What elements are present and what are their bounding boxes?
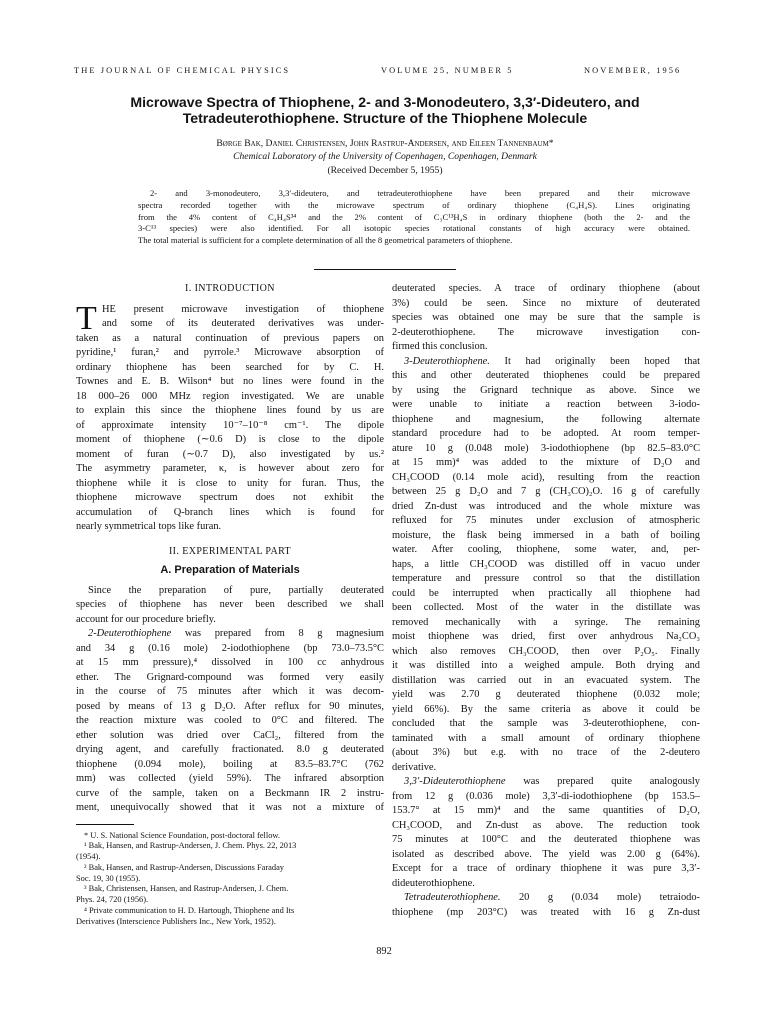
footnote: ¹ Bak, Hansen, and Rastrup-Andersen, J. Chem. Phys. 22, 2013 <box>84 841 297 851</box>
title-line-1: Microwave Spectra of Thiophene, 2- and 3-Monodeutero, 3,3′-Dideutero, and <box>130 94 640 110</box>
body-line: species was obtained one may be sure that the sample is <box>392 312 700 323</box>
body-line: ature 10 g (0.048 mole) 3-iodothiophene (bp 82.5–83.0°C <box>392 442 700 454</box>
body-line: dideuterothiophene. <box>392 877 475 889</box>
footnote: Derivatives (Interscience Publishers Inc., New York, 1952). <box>76 916 276 926</box>
run-in-heading-3-deuterothiophene: 3-Deuterothiophene. <box>404 355 490 367</box>
body-line: temperature and pressure control so that the distillation <box>392 573 700 584</box>
affiliation: Chemical Laboratory of the University of Copenhagen, Copenhagen, Denmark <box>233 151 537 162</box>
body-line: Except for a trace of ordinary thiophene it was pure 3,3′- <box>392 863 700 874</box>
body-line: moment of furan (∼0.7 D), also investigated by us.² <box>76 448 384 460</box>
abstract-line: spectra recorded together with the microwave spectrum of ordinary thiophene (C₄H₄S). Lines originating <box>138 199 690 210</box>
body-line: derivative. <box>392 761 437 773</box>
body-line: in the course of 75 minutes after which it was decom- <box>76 686 384 697</box>
body-line: moment of thiophene (∼0.6 D) is close to the dipole <box>76 434 384 445</box>
abstract-line: 2- and 3-monodeutero, 3,3′-dideutero, and tetradeuterothiophene have been prepared and their microwave <box>150 188 690 198</box>
left-column <box>76 282 384 928</box>
body-line: ether. The Grignard-compound was formed very easily <box>76 671 384 683</box>
body-line: 3%) could be seen. Since no mixture of deuterated <box>392 297 700 309</box>
author-list: Børge Bak, Daniel Christensen, John Rastrup-Andersen, and Eileen Tannenbaum* <box>216 138 554 149</box>
right-column <box>392 282 700 920</box>
body-line: thiophene microwave spectrum does not exhibit the <box>76 492 384 503</box>
section-heading-introduction: I. INTRODUCTION <box>185 283 275 294</box>
body-line: from 12 g (0.036 mole) 3,3′-di-iodothiophene (bp 153.5– <box>392 790 700 802</box>
body-line: HE present microwave investigation of thiophene <box>102 303 384 315</box>
body-line: this and other deuterated thiophenes could be prepared <box>392 370 700 381</box>
body-line: which also removes CH₃COOD, then over P₂O₅. Finally <box>392 645 700 657</box>
body-line: standard procedure had to be adopted. At room temper- <box>392 428 700 439</box>
body-line: posed by means of 13 g D₂O. After reflux for 90 minutes, <box>76 700 384 712</box>
run-in-heading-dideuterothiophene: 3,3′-Dideuterothiophene <box>404 776 506 787</box>
footnote: (1954). <box>76 852 101 862</box>
body-line: drying agent, and carefully fractionated. 8.0 g deuterated <box>76 744 384 755</box>
body-line: concluded that the sample was 3-deuterothiophene, con- <box>392 718 700 729</box>
body-line: removed mechanically with a syringe. The remaining <box>392 616 700 628</box>
body-line: firmed this conclusion. <box>392 341 488 352</box>
footnote-rule <box>76 824 134 825</box>
body-line: thiophene (mp 203°C) was treated with 16 g Zn-dust <box>392 906 700 918</box>
body-line: at 15 mm)⁴ was added to the mixture of D₂O and <box>392 457 700 468</box>
body-line: moisture, the flask being immersed in a bath of boiling <box>392 529 700 541</box>
body-line: taminated with a small amount of ordinary thiophene <box>392 732 700 744</box>
body-line: accumulation of Q-branch lines which is found for <box>76 506 384 518</box>
running-header-volume: VOLUME 25, NUMBER 5 <box>381 66 514 75</box>
run-in-heading-2-deuterothiophene: 2-Deuterothiophene <box>88 628 172 639</box>
body-line: and some of its deuterated derivatives was under- <box>102 318 384 329</box>
body-line: Tetradeuterothiophene. 20 g (0.034 mole) tetraiodo- <box>404 892 700 903</box>
section-heading-experimental: II. EXPERIMENTAL PART <box>168 545 292 557</box>
run-in-heading-tetradeuterothiophene: Tetradeuterothiophene. <box>404 892 501 903</box>
body-line: thiophene while it is close to unity for furan. Thus, the <box>76 477 384 489</box>
drop-cap: T <box>76 299 97 337</box>
body-line: were unable to initiate a reaction between 3-iodo- <box>392 399 700 410</box>
body-line: by using the Grignard technique as above. Since we <box>392 384 700 396</box>
footnote: Soc. 19, 30 (1955). <box>76 873 141 883</box>
body-line: been collected. Most of the water in the distillate was <box>392 602 700 613</box>
body-line: CH₃COOD, and Zn-dust as above. The reduction took <box>392 819 700 831</box>
body-line: yield 66%). By the same criteria as above it could be <box>392 703 700 715</box>
body-line: moist thiophene was dried, first over anhydrous Na₂CO₃ <box>392 631 700 642</box>
footnote: ³ Bak, Christensen, Hansen, and Rastrup-Andersen, J. Chem. <box>84 884 289 894</box>
body-line: haps, a little CH₃COOD was distilled off in vacuo under <box>392 558 700 570</box>
received-date: (Received December 5, 1955) <box>327 165 443 176</box>
body-line: ordinary thiophene has been searched for by C. H. <box>76 361 384 373</box>
body-line: taken as a natural continuation of previous papers on <box>76 332 384 344</box>
body-line: pyridine,¹ furan,² and pyrrole.³ Microwave absorption of <box>76 347 384 358</box>
body-line: 153.7° at 15 mm)⁴ and the same quantities of D₂O, <box>392 805 700 816</box>
body-line: 2-Deuterothiophene was prepared from 8 g magnesium <box>88 628 384 639</box>
body-line: 3-Deuterothiophene. It had originally been hoped that <box>404 355 700 367</box>
body-line: thiophene (0.094 mole), boiling at 83.5–83.7°C (762 <box>76 758 384 770</box>
body-line: The asymmetry parameter, κ, is however about zero for <box>76 463 384 474</box>
running-header-journal: THE JOURNAL OF CHEMICAL PHYSICS <box>74 66 291 75</box>
body-line: 3,3′-Dideuterothiophene was prepared quite analogously <box>404 776 700 787</box>
body-line: (about 3%) but e.g. with no trace of the 2-deutero <box>392 747 700 758</box>
body-line: refluxed for 75 minutes under exclusion of atmospheric <box>392 515 700 526</box>
body-line: ment, unequivocally showed that it was not a mixture of <box>76 802 384 813</box>
article-title <box>60 94 710 126</box>
body-line: could be interrupted when practically all thiophene had <box>392 587 700 599</box>
body-line: and 34 g (0.16 mole) 2-iodothiophene (bp 73.0–73.5°C <box>76 642 384 654</box>
section-divider <box>314 269 456 270</box>
body-line: of approximate intensity 10⁻⁷–10⁻⁸ cm⁻¹. The dipole <box>76 419 384 431</box>
abstract-line: 3-C¹³ species) were also identified. For all isotopic species rotational constants of high accuracy were obtained. <box>138 223 690 234</box>
abstract <box>138 188 690 247</box>
body-line: CH₃COOD (0.14 mole acid), resulting from the reaction <box>392 471 700 483</box>
page-number: 892 <box>376 946 392 957</box>
body-line: isolated as described above. The yield was 2.00 g (64%). <box>392 848 700 860</box>
body-line: it was distilled into a weighed ampule. Both drying and <box>392 660 700 671</box>
body-line: mm) was collected (yield 59%). The infrared absorption <box>76 773 384 784</box>
body-line: species of thiophene has never been described we shall <box>76 599 384 610</box>
abstract-line: The total material is sufficient for a complete determination of all the 8 geometrical parameters of thiophene. <box>138 235 513 246</box>
body-line: to explain this since the thiophene lines found by us are <box>76 405 384 416</box>
body-line: 75 minutes at 100°C and the deuterated thiophene was <box>392 834 700 845</box>
body-line: water. After cooling, thiophene, some water, and, per- <box>392 544 700 555</box>
footnote: Phys. 24, 720 (1956). <box>76 895 149 905</box>
body-line: account for our procedure briefly. <box>76 613 216 625</box>
body-line: Since the preparation of pure, partially deuterated <box>88 584 384 596</box>
body-line: 18 000–26 000 MHz region investigated. We are unable <box>76 390 384 402</box>
title-line-2: Tetradeuterothiophene. Structure of the Thiophene Molecule <box>182 110 588 126</box>
body-line: deuterated species. A trace of ordinary thiophene (about <box>392 283 700 294</box>
footnote: * U. S. National Science Foundation, post-doctoral fellow. <box>84 830 280 840</box>
abstract-line: from the 4% content of C₄H₄S³⁴ and the 2% content of C₃C¹³H₄S in ordinary thiophene (both the 2- and the <box>138 211 690 222</box>
body-line: 2-deuterothiophene. The microwave investigation con- <box>392 326 700 338</box>
body-line: nearly symmetrical tops like furan. <box>76 521 222 532</box>
body-line: distillation was carried out in an evacuated system. The <box>392 674 700 686</box>
intro-opening <box>76 299 384 337</box>
footnote: ² Bak, Hansen, and Rastrup-Andersen, Discussions Faraday <box>84 862 284 872</box>
body-line: the reaction mixture was cooled to 0°C and filtered. The <box>76 715 384 726</box>
body-line: at 15 mm pressure),⁴ dissolved in 100 cc anhydrous <box>76 657 384 668</box>
body-line: thiophene and magnesium, the following alternate <box>392 413 700 425</box>
body-line: curve of the sample, taken on a Beckmann IR 2 instru- <box>76 787 384 799</box>
body-line: ether solution was dried over CaCl₂, filtered from the <box>76 729 384 741</box>
body-line: dried Zn-dust was introduced and the whole mixture was <box>392 500 700 512</box>
running-header-date: NOVEMBER, 1956 <box>584 66 682 75</box>
subsection-heading-preparation: A. Preparation of Materials <box>160 564 300 576</box>
body-line: yield was 2.70 g deuterated thiophene (0.032 mole; <box>392 689 700 700</box>
body-line: between 25 g D₂O and 7 g (CH₃CO)₂O. 16 g of carefully <box>392 486 700 497</box>
footnote: ⁴ Private communication to H. D. Hartough, Thiophene and Its <box>84 906 295 916</box>
body-line: Townes and E. B. Wilson⁴ but no lines were found in the <box>76 376 384 387</box>
